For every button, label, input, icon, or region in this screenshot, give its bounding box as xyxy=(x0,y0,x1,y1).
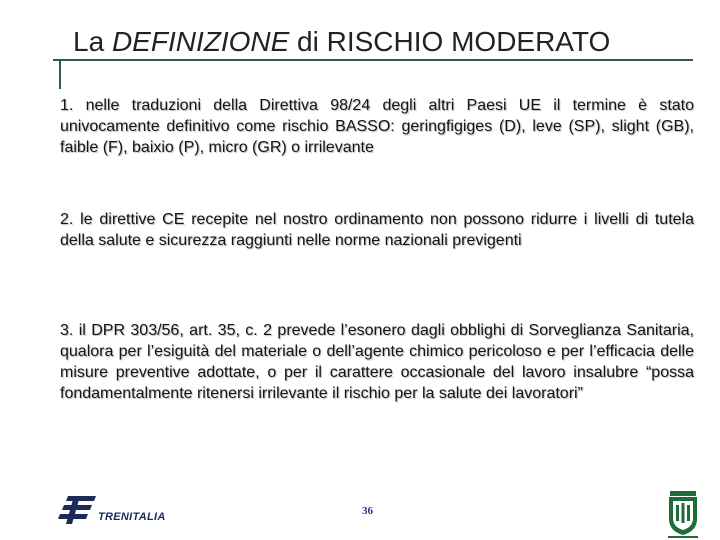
page-title xyxy=(73,26,610,58)
paragraph-2: 2. le direttive CE recepite nel nostro ordinamento non possono ridurre i livelli di tutela della salute e sicurezza raggiunti nelle norme nazionali previgenti xyxy=(60,211,694,249)
title-side-rule xyxy=(59,59,61,89)
paragraph-1: 1. nelle traduzioni della Direttiva 98/24 degli altri Paesi UE il termine è stato univocamente definitivo come rischio BASSO: geringfigiges (D), leve (SP), slight (GB), faible (F), baixio (P), micro (GR) o irrilevante xyxy=(60,97,694,156)
title-emphasis: DEFINIZIONE xyxy=(111,26,290,57)
title-suffix: di RISCHIO MODERATO xyxy=(289,26,611,57)
title-prefix: La xyxy=(73,26,112,57)
crest-icon xyxy=(666,489,700,539)
page-number: 36 xyxy=(362,505,373,517)
trenitalia-logo-text: TRENITALIA xyxy=(98,511,166,523)
paragraph-3: 3. il DPR 303/56, art. 35, c. 2 prevede l’esonero dagli obblighi di Sorveglianza Sanitaria, qualora per l’esiguità del materiale o dell’agente chimico pericoloso e per l’efficacia delle misure preventive adottate, o per il carattere occasionale del lavoro insalubre “possa fondamentalmente ritenersi irrilevante il rischio per la salute dei lavoratori” xyxy=(60,322,694,402)
title-underline xyxy=(53,59,693,61)
